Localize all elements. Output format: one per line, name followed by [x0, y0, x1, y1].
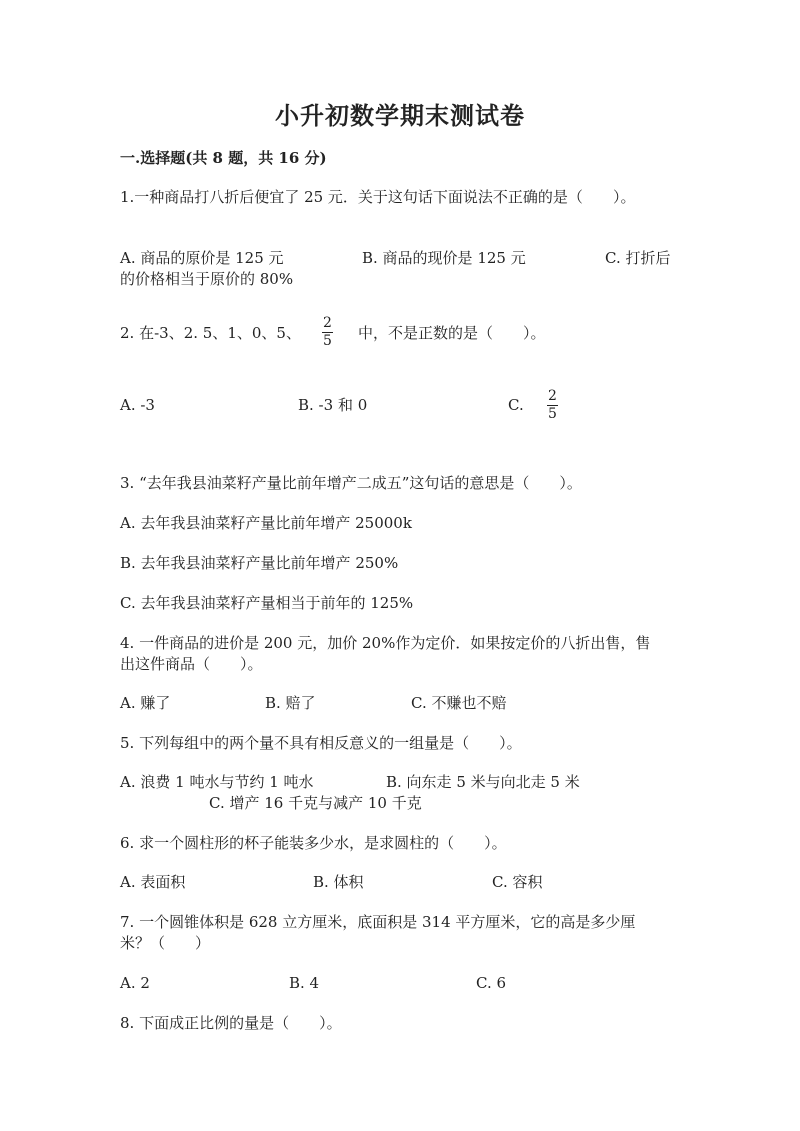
question-4-option-b: B. 赔了 [265, 694, 316, 712]
question-3-option-a: A. 去年我县油菜籽产量比前年增产 25000k [120, 514, 412, 532]
question-5-option-a: A. 浪费 1 吨水与节约 1 吨水 [120, 773, 314, 791]
question-4-option-c: C. 不赚也不赔 [411, 694, 507, 712]
question-3-option-c: C. 去年我县油菜籽产量相当于前年的 125% [120, 594, 414, 612]
question-5-option-b: B. 向东走 5 米与向北走 5 米 [386, 773, 580, 791]
question-1-stem: 1.一种商品打八折后便宜了 25 元．关于这句话下面说法不正确的是（ ）。 [120, 188, 636, 206]
page-title: 小升初数学期末测试卷 [275, 101, 525, 130]
question-6-option-b: B. 体积 [313, 873, 364, 891]
question-6-option-c: C. 容积 [492, 873, 543, 891]
question-2-option-b: B. -3 和 0 [298, 396, 368, 414]
question-4-stem: 4. 一件商品的进价是 200 元，加价 20%作为定价．如果按定价的八折出售，售 [120, 634, 651, 652]
question-2-fraction [322, 316, 333, 349]
fraction-denominator: 5 [323, 333, 332, 349]
question-2-stem-end: 中，不是正数的是（ ）。 [358, 324, 546, 342]
question-1-option-a: A. 商品的原价是 125 元 [120, 249, 284, 267]
fraction-denominator: 5 [548, 406, 557, 422]
question-7-option-b: B. 4 [289, 974, 320, 992]
question-1-option-b: B. 商品的现价是 125 元 [362, 249, 526, 267]
question-5-stem: 5. 下列每组中的两个量不具有相反意义的一组量是（ ）。 [120, 734, 522, 752]
question-7-stem: 7. 一个圆锥体积是 628 立方厘米，底面积是 314 平方厘米，它的高是多少厘 [120, 913, 636, 931]
question-3-option-b: B. 去年我县油菜籽产量比前年增产 250% [120, 554, 399, 572]
question-6-stem: 6. 求一个圆柱形的杯子能装多少水，是求圆柱的（ ）。 [120, 834, 507, 852]
section-heading: 一.选择题(共 8 题，共 16 分) [120, 149, 327, 167]
question-3-stem: 3. “去年我县油菜籽产量比前年增产二成五”这句话的意思是（ ）。 [120, 474, 582, 492]
question-4-stem-continued: 出这件商品（ ）。 [120, 655, 263, 673]
question-7-option-a: A. 2 [120, 974, 150, 992]
question-2-option-c: C. [508, 396, 524, 414]
question-7-stem-continued: 米？（ ） [120, 934, 211, 952]
question-8-stem: 8. 下面成正比例的量是（ ）。 [120, 1014, 342, 1032]
fraction-numerator: 2 [323, 315, 332, 331]
question-5-option-c: C. 增产 16 千克与减产 10 千克 [209, 794, 422, 812]
question-2-option-c-fraction [547, 389, 558, 422]
question-1-option-c: C. 打折后 [605, 249, 671, 267]
question-2-option-a: A. -3 [120, 396, 155, 414]
question-7-option-c: C. 6 [476, 974, 507, 992]
question-6-option-a: A. 表面积 [120, 873, 186, 891]
question-1-option-c-continued: 的价格相当于原价的 80% [120, 270, 294, 288]
question-4-option-a: A. 赚了 [120, 694, 171, 712]
question-2-stem-start: 2. 在-3、2. 5、1、0、5、 [120, 324, 301, 342]
fraction-numerator: 2 [548, 388, 557, 404]
